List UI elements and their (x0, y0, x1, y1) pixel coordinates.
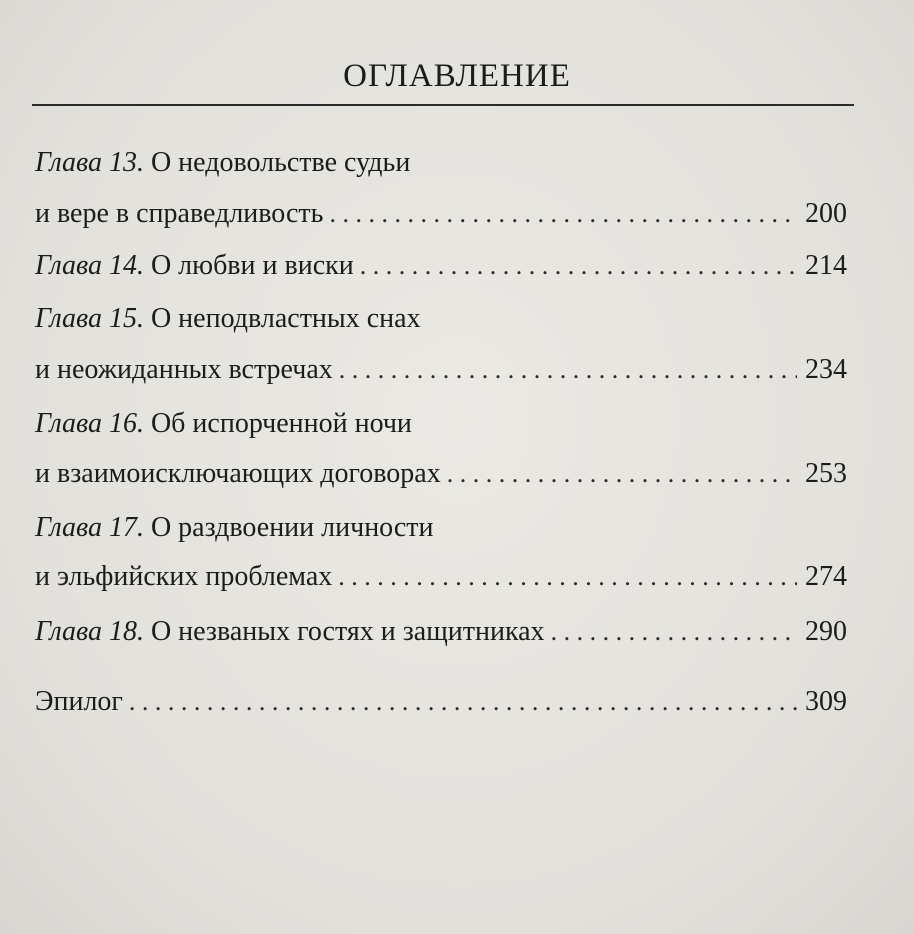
dot-leader (551, 612, 797, 652)
toc-entry-line[interactable] (35, 557, 847, 597)
chapter-title: и эльфийских проблемах (35, 561, 333, 592)
title-rule-divider (32, 104, 854, 106)
chapter-title: О неподвластных снах (150, 303, 421, 334)
toc-entry-line[interactable] (35, 454, 847, 494)
chapter-title: Об испорченной ночи (150, 408, 412, 439)
toc-entry-line[interactable] (35, 194, 847, 234)
dot-leader (338, 557, 797, 597)
page-title: ОГЛАВЛЕНИЕ (343, 58, 571, 94)
toc-entry-line[interactable] (35, 246, 847, 286)
chapter-label: Глава 16. (35, 408, 144, 439)
toc-entry-line[interactable] (35, 682, 847, 722)
page-number: 290 (805, 616, 847, 647)
chapter-title: О недовольстве судьи (150, 147, 411, 178)
chapter-title: и вере в справедливость (35, 198, 324, 229)
chapter-title: О любви и виски (150, 250, 354, 281)
chapter-title: и взаимоисключающих договорах (35, 458, 441, 489)
dot-leader (129, 682, 797, 722)
epilogue-title: Эпилог (35, 686, 123, 717)
chapter-label: Глава 17. (35, 512, 144, 543)
page-number: 214 (805, 250, 847, 281)
dot-leader (339, 350, 797, 390)
page-number: 253 (805, 458, 847, 489)
dot-leader (329, 194, 797, 234)
chapter-label: Глава 14. (35, 250, 144, 281)
chapter-label: Глава 18. (35, 616, 144, 647)
chapter-title: О раздвоении личности (150, 512, 434, 543)
page-number: 234 (805, 354, 847, 385)
toc-entry-line (35, 404, 847, 444)
toc-entry-line (35, 143, 847, 183)
toc-entry-line (35, 299, 847, 339)
toc-entry-line[interactable] (35, 350, 847, 390)
chapter-title: и неожиданных встречах (35, 354, 333, 385)
toc-entry-line[interactable] (35, 612, 847, 652)
dot-leader (447, 454, 797, 494)
dot-leader (360, 246, 797, 286)
toc-entry-line (35, 508, 847, 548)
chapter-label: Глава 13. (35, 147, 144, 178)
chapter-title: О незваных гостях и защитниках (150, 616, 545, 647)
page-number: 200 (805, 198, 847, 229)
chapter-label: Глава 15. (35, 303, 144, 334)
page-number: 274 (805, 561, 847, 592)
page-number: 309 (805, 686, 847, 717)
